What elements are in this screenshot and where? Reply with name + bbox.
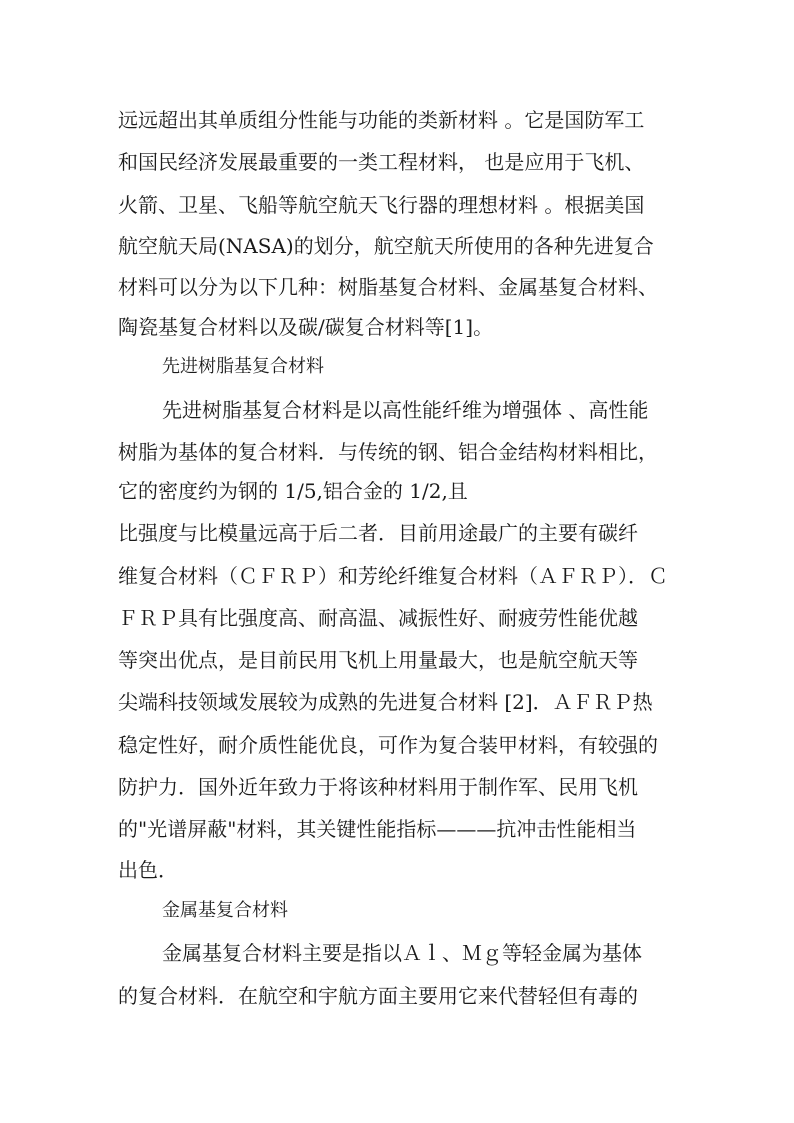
body-text-line: 的复合材料．在航空和宇航方面主要用它来代替轻但有毒的 — [118, 984, 638, 1008]
body-text-line: 材料可以分为以下几种：树脂基复合材料、金属基复合材料、 — [118, 275, 658, 299]
body-text-line: 树脂为基体的复合材料．与传统的钢、铝合金结构材料相比， — [118, 440, 658, 464]
section-heading-metal: 金属基复合材料 — [162, 900, 288, 921]
body-text-line: 航空航天局(NASA)的划分，航空航天所使用的各种先进复合 — [118, 234, 654, 258]
body-text-line: 远远超出其单质组分性能与功能的类新材料 。它是国防军工 — [118, 108, 645, 132]
body-text-line: 出色． — [118, 858, 178, 882]
body-text-line: 防护力．国外近年致力于将该种材料用于制作军、民用飞机 — [118, 775, 638, 799]
body-text-line: 陶瓷基复合材料以及碳/碳复合材料等[1]。 — [118, 315, 494, 339]
body-text-line: 等突出优点，是目前民用飞机上用量最大，也是航空航天等 — [118, 648, 638, 672]
paragraph-first-line: 先进树脂基复合材料是以高性能纤维为增强体 、高性能 — [162, 398, 649, 422]
section-heading-resin: 先进树脂基复合材料 — [162, 356, 324, 377]
body-text-line: 的"光谱屏蔽"材料，其关键性能指标———抗冲击性能相当 — [118, 817, 637, 841]
body-text-line: 稳定性好，耐介质性能优良，可作为复合装甲材料，有较强的 — [118, 733, 658, 757]
body-text-line: ＦＲＰ具有比强度高、耐高温、减振性好、耐疲劳性能优越 — [118, 606, 638, 630]
body-text-line: 比强度与比模量远高于后二者．目前用途最广的主要有碳纤 — [118, 521, 638, 545]
paragraph-first-line: 金属基复合材料主要是指以Ａｌ、Ｍｇ等轻金属为基体 — [162, 941, 642, 965]
body-text-line: 维复合材料（ＣＦＲＰ）和芳纶纤维复合材料（ＡＦＲＰ）．Ｃ — [118, 564, 668, 588]
body-text-line: 和国民经济发展最重要的一类工程材料， 也是应用于飞机、 — [118, 150, 645, 174]
body-text-line: 尖端科技领域发展较为成熟的先进复合材料 [2]．ＡＦＲＰ热 — [118, 690, 653, 714]
body-text-line: 火箭、卫星、飞船等航空航天飞行器的理想材料 。根据美国 — [118, 193, 645, 217]
body-text-line: 它的密度约为钢的 1/5,铝合金的 1/2,且 — [118, 479, 468, 503]
